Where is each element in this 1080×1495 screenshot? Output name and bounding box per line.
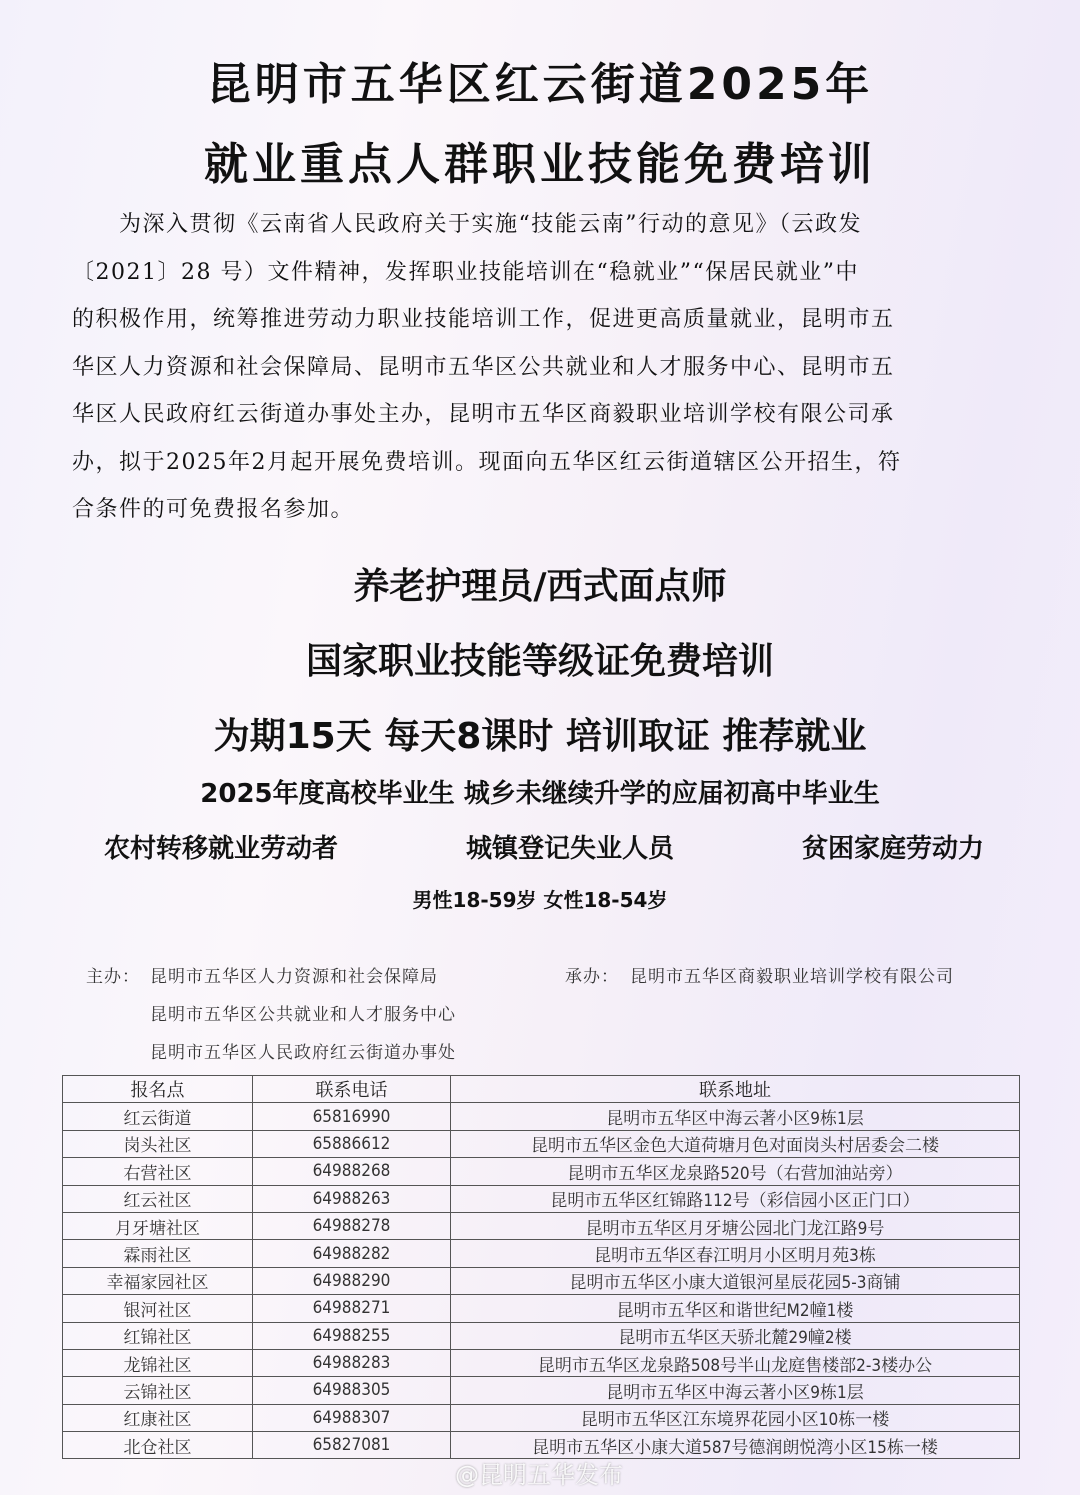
phone: 64988290 xyxy=(253,1267,451,1294)
age-requirement: 男性18-59岁 女性18-54岁 xyxy=(412,888,668,912)
host: 昆明市五华区公共就业和人才服务中心 xyxy=(150,1005,456,1025)
phone: 64988282 xyxy=(253,1240,451,1267)
header-site: 报名点 xyxy=(63,1076,253,1103)
address: 昆明市五华区中海云著小区9栋1层 xyxy=(451,1103,1020,1130)
table-row xyxy=(63,1295,1020,1322)
table-row xyxy=(63,1103,1020,1130)
address: 昆明市五华区和谐世纪M2幢1楼 xyxy=(451,1295,1020,1322)
table-row xyxy=(63,1185,1020,1212)
site-name: 霖雨社区 xyxy=(63,1240,253,1267)
host-label: 主办： xyxy=(86,967,140,987)
phone: 64988278 xyxy=(253,1212,451,1239)
header-address: 联系地址 xyxy=(451,1076,1020,1103)
eligibility-group: 城镇登记失业人员 xyxy=(466,834,675,864)
address: 昆明市五华区江东境界花园小区10栋一楼 xyxy=(451,1404,1020,1431)
intro-line: 〔2021〕28 号）文件精神，发挥职业技能培训在“稳就业”“保居民就业”中 xyxy=(72,259,859,285)
address: 昆明市五华区春江明月小区明月苑3栋 xyxy=(451,1240,1020,1267)
intro-line: 的积极作用，统筹推进劳动力职业技能培训工作，促进更高质量就业，昆明市五 xyxy=(72,307,895,332)
intro-line: 华区人力资源和社会保障局、昆明市五华区公共就业和人才服务中心、昆明市五 xyxy=(72,354,895,380)
phone: 65827081 xyxy=(253,1432,451,1459)
site-name: 红锦社区 xyxy=(63,1322,253,1349)
phone: 65886612 xyxy=(253,1130,451,1157)
site-name: 云锦社区 xyxy=(63,1377,253,1404)
intro-line: 合条件的可免费报名参加。 xyxy=(72,497,355,522)
phone: 64988307 xyxy=(253,1404,451,1431)
cert-heading: 国家职业技能等级证免费培训 xyxy=(305,641,774,682)
page-title-line1: 昆明市五华区红云街道2025年 xyxy=(206,59,874,110)
address: 昆明市五华区天骄北麓29幢2楼 xyxy=(451,1322,1020,1349)
table-row xyxy=(63,1212,1020,1239)
intro-line: 为深入贯彻《云南省人民政府关于实施“技能云南”行动的意见》（云政发 xyxy=(72,212,862,237)
table-row xyxy=(63,1322,1020,1349)
eligibility-group: 农村转移就业劳动者 xyxy=(104,834,339,864)
site-name: 北仓社区 xyxy=(63,1432,253,1459)
table-row xyxy=(63,1404,1020,1431)
address: 昆明市五华区中海云著小区9栋1层 xyxy=(451,1377,1020,1404)
phone: 64988305 xyxy=(253,1377,451,1404)
phone: 64988283 xyxy=(253,1349,451,1376)
phone: 64988263 xyxy=(253,1185,451,1212)
table-row xyxy=(63,1158,1020,1185)
site-name: 岗头社区 xyxy=(63,1130,253,1157)
site-name: 红康社区 xyxy=(63,1404,253,1431)
table-row xyxy=(63,1130,1020,1157)
address: 昆明市五华区红锦路112号（彩信园小区正门口） xyxy=(451,1185,1020,1212)
table-row xyxy=(63,1349,1020,1376)
intro-line: 华区人民政府红云街道办事处主办，昆明市五华区商毅职业培训学校有限公司承 xyxy=(72,402,895,427)
phone: 64988268 xyxy=(253,1158,451,1185)
phone: 64988255 xyxy=(253,1322,451,1349)
host: 昆明市五华区人力资源和社会保障局 xyxy=(150,967,438,987)
courses-heading: 养老护理员/西式面点师 xyxy=(353,566,727,607)
site-name: 红云社区 xyxy=(63,1185,253,1212)
host: 昆明市五华区人民政府红云街道办事处 xyxy=(150,1043,456,1063)
weibo-watermark: @昆明五华发布 xyxy=(455,1461,623,1489)
address: 昆明市五华区小康大道587号德润朗悦湾小区15栋一楼 xyxy=(451,1432,1020,1459)
address: 昆明市五华区金色大道荷塘月色对面岗头村居委会二楼 xyxy=(451,1130,1020,1157)
header-phone: 联系电话 xyxy=(253,1076,451,1103)
site-name: 红云街道 xyxy=(63,1103,253,1130)
table-row xyxy=(63,1267,1020,1294)
site-name: 银河社区 xyxy=(63,1295,253,1322)
phone: 64988271 xyxy=(253,1295,451,1322)
address: 昆明市五华区龙泉路520号（右营加油站旁） xyxy=(451,1158,1020,1185)
site-name: 右营社区 xyxy=(63,1158,253,1185)
intro-line: 办，拟于2025年2月起开展免费培训。现面向五华区红云街道辖区公开招生，符 xyxy=(72,449,902,475)
table-row xyxy=(63,1240,1020,1267)
site-name: 月牙塘社区 xyxy=(63,1212,253,1239)
undertaker: 昆明市五华区商毅职业培训学校有限公司 xyxy=(630,967,954,987)
address: 昆明市五华区龙泉路508号半山龙庭售楼部2-3楼办公 xyxy=(451,1349,1020,1376)
site-name: 幸福家园社区 xyxy=(63,1267,253,1294)
eligibility-group: 贫困家庭劳动力 xyxy=(802,834,985,864)
eligibility-line1: 2025年度高校毕业生 城乡未继续升学的应届初高中毕业生 xyxy=(200,779,880,809)
undertaker-label: 承办： xyxy=(565,967,619,987)
registration-table xyxy=(62,1075,1020,1459)
site-name: 龙锦社区 xyxy=(63,1349,253,1376)
phone: 65816990 xyxy=(253,1103,451,1130)
duration-heading: 为期15天 每天8课时 培训取证 推荐就业 xyxy=(213,716,867,757)
page-title-line2: 就业重点人群职业技能免费培训 xyxy=(204,139,876,190)
address: 昆明市五华区小康大道银河星辰花园5-3商铺 xyxy=(451,1267,1020,1294)
address: 昆明市五华区月牙塘公园北门龙江路9号 xyxy=(451,1212,1020,1239)
intro-paragraph xyxy=(72,201,1022,534)
table-row xyxy=(63,1377,1020,1404)
